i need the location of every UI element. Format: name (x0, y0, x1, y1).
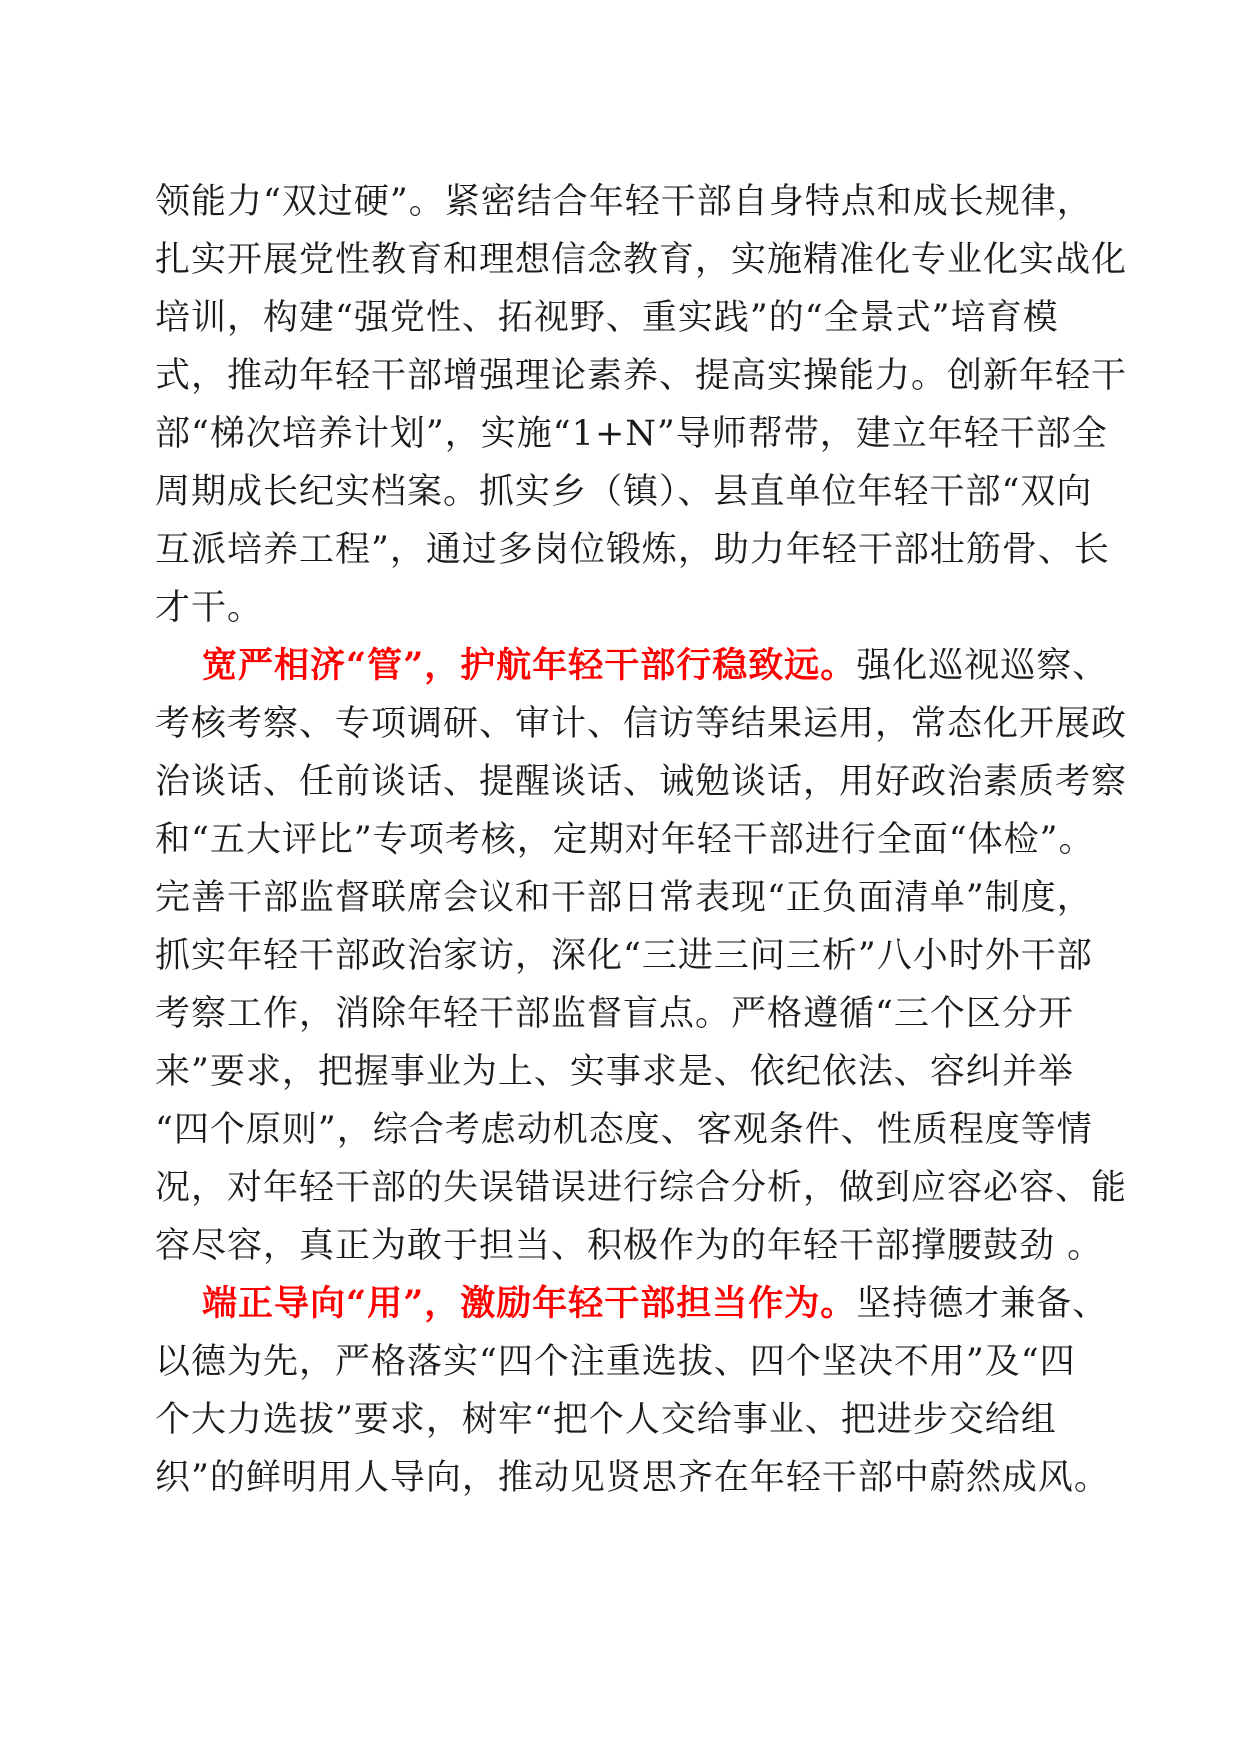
text-line (155, 356, 1127, 396)
text-line (155, 878, 1093, 918)
text-line (155, 762, 1127, 802)
line-text: 容尽容，真正为敢于担当、积极作为的年轻干部撑腰鼓劲 。 (155, 1226, 1104, 1266)
text-line (155, 240, 1127, 280)
line-text: 坚持德才兼备、 (856, 1284, 1109, 1324)
line-text: “四个原则”，综合考虑动机态度、客观条件、性质程度等情 (155, 1110, 1093, 1150)
text-line (155, 1458, 1110, 1498)
line-text: 和“五大评比”专项考核，定期对年轻干部进行全面“体检”。 (155, 820, 1095, 860)
text-line (155, 472, 1092, 512)
line-text: 领能力“双过硬”。紧密结合年轻干部自身特点和成长规律， (155, 182, 1093, 222)
text-line (155, 414, 1108, 454)
text-line (155, 936, 1093, 976)
line-text: 考察工作，消除年轻干部监督盲点。严格遵循“三个区分开 (155, 994, 1074, 1034)
line-text: 强化巡视巡察、 (856, 646, 1109, 686)
text-line (155, 588, 263, 628)
line-text: 个大力选拔”要求，树牢“把个人交给事业、把进步交给组 (155, 1400, 1057, 1440)
line-text: 来”要求，把握事业为上、实事求是、依纪依法、容纠并举 (155, 1052, 1074, 1092)
line-text: 扎实开展党性教育和理想信念教育，实施精准化专业化实战化 (155, 240, 1128, 280)
line-text: 培训，构建“强党性、拓视野、重实践”的“全景式”培育模 (155, 298, 1059, 338)
line-text: 治谈话、任前谈话、提醒谈话、诫勉谈话，用好政治素质考察 (155, 762, 1128, 802)
text-line (155, 1226, 1103, 1266)
line-text: 况，对年轻干部的失误错误进行综合分析，做到应容必容、能 (155, 1168, 1128, 1208)
line-text: 部“梯次培养计划”，实施“1+N”导师帮带，建立年轻干部全 (155, 414, 1108, 454)
line-text: 以德为先，严格落实“四个注重选拔、四个坚决不用”及“四 (155, 1342, 1076, 1382)
text-line (155, 820, 1095, 860)
line-text: 考核考察、专项调研、审计、信访等结果运用，常态化开展政 (155, 704, 1128, 744)
text-line (155, 1052, 1074, 1092)
text-line (155, 994, 1074, 1034)
paragraph-first-line (202, 646, 1108, 686)
text-line (155, 1110, 1093, 1150)
line-text: 周期成长纪实档案。抓实乡（镇）、县直单位年轻干部“双向 (155, 472, 1093, 512)
line-text: 完善干部监督联席会议和干部日常表现“正负面清单”制度， (155, 878, 1093, 918)
text-line (155, 704, 1127, 744)
line-text: 互派培养工程”，通过多岗位锻炼，助力年轻干部壮筋骨、长 (155, 530, 1110, 570)
section-heading: 端正导向“用”，激励年轻干部担当作为。 (202, 1283, 857, 1324)
text-line (155, 1400, 1057, 1440)
text-line (155, 530, 1110, 570)
text-line (155, 1168, 1127, 1208)
line-text: 抓实年轻干部政治家访，深化“三进三问三析”八小时外干部 (155, 936, 1093, 976)
section-heading: 宽严相济“管”，护航年轻干部行稳致远。 (202, 645, 857, 686)
line-text: 才干。 (155, 588, 264, 628)
text-line (155, 1342, 1076, 1382)
text-line (155, 298, 1059, 338)
line-text: 织”的鲜明用人导向，推动见贤思齐在年轻干部中蔚然成风。 (155, 1458, 1110, 1498)
line-text: 式，推动年轻干部增强理论素养、提高实操能力。创新年轻干 (155, 356, 1128, 396)
paragraph-first-line (202, 1284, 1108, 1324)
text-line (155, 182, 1093, 222)
